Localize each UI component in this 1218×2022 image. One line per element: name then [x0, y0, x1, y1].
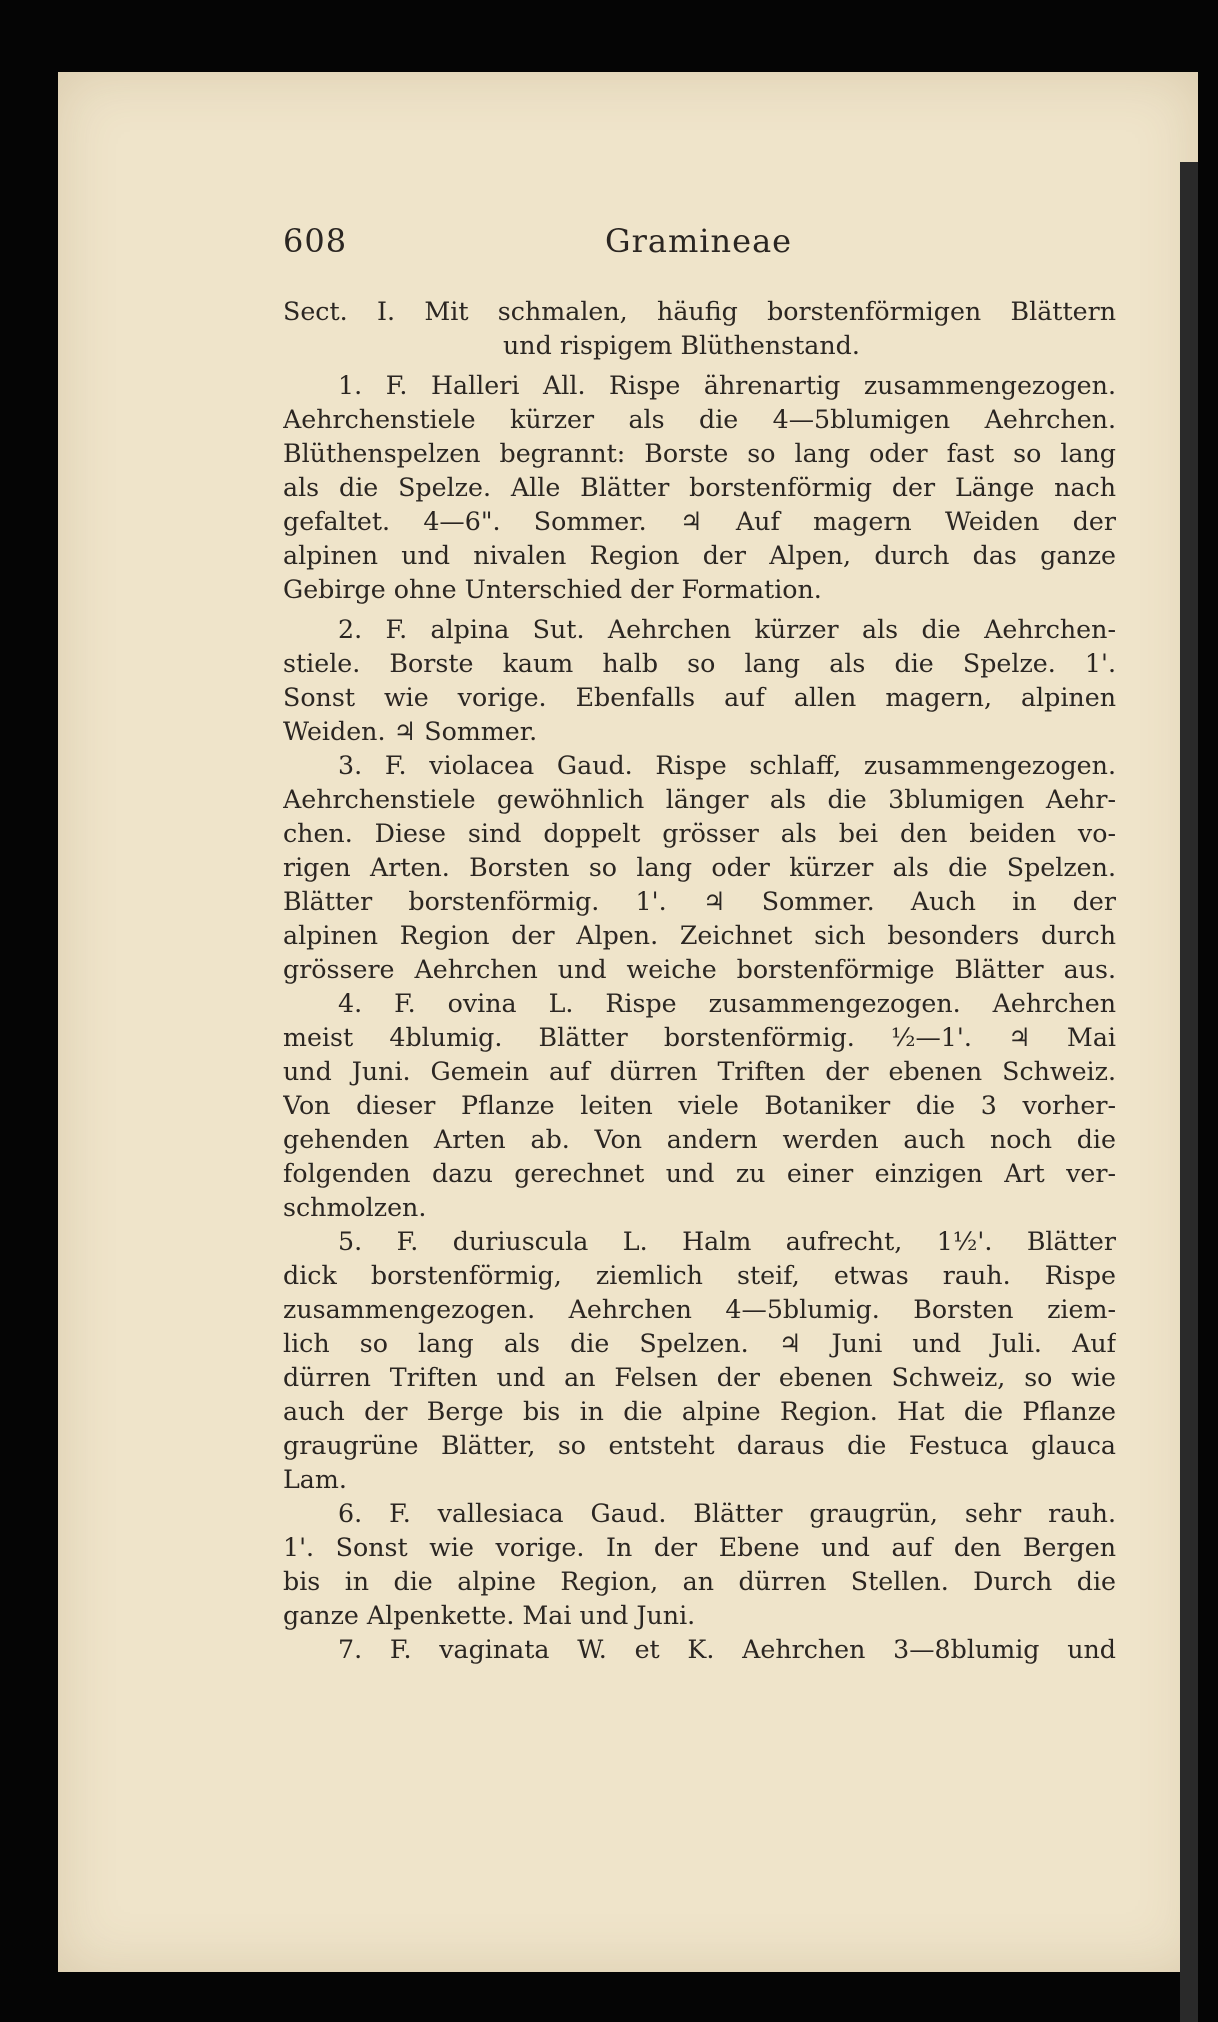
- text-line: Blätter borstenförmig. 1'. ♃ Sommer. Auch in der: [283, 887, 1116, 916]
- text-line: 6. F. vallesiaca Gaud. Blätter graugrün, sehr rauh.: [338, 1499, 1116, 1528]
- text-line: Blüthenspelzen begrannt: Borste so lang oder fast so lang: [283, 439, 1116, 468]
- text-line: folgenden dazu gerechnet und zu einer einzigen Art ver-: [283, 1159, 1116, 1188]
- text-line: 4. F. ovina L. Rispe zusammengezogen. Aehrchen: [338, 989, 1116, 1018]
- text-line: chen. Diese sind doppelt grösser als bei den beiden vo-: [283, 819, 1116, 848]
- text-line: stiele. Borste kaum halb so lang als die Spelze. 1'.: [283, 649, 1116, 678]
- text-line: Sonst wie vorige. Ebenfalls auf allen magern, alpinen: [283, 683, 1116, 712]
- text-line: alpinen und nivalen Region der Alpen, durch das ganze: [283, 541, 1116, 570]
- text-line: lich so lang als die Spelzen. ♃ Juni und Juli. Auf: [283, 1329, 1116, 1358]
- page-body: [283, 295, 1116, 1667]
- text-line: Von dieser Pflanze leiten viele Botaniker die 3 vorher-: [283, 1091, 1116, 1120]
- text-line: rigen Arten. Borsten so lang oder kürzer als die Spelzen.: [283, 853, 1116, 882]
- text-line: alpinen Region der Alpen. Zeichnet sich besonders durch: [283, 921, 1116, 950]
- text-line: grössere Aehrchen und weiche borstenförmige Blätter aus.: [283, 955, 1116, 984]
- running-title: Gramineae: [605, 222, 793, 260]
- text-line: und Juni. Gemein auf dürren Triften der ebenen Schweiz.: [283, 1057, 1116, 1086]
- text-line: ganze Alpenkette. Mai und Juni.: [283, 1601, 696, 1630]
- text-line: graugrüne Blätter, so entsteht daraus die Festuca glauca: [283, 1431, 1116, 1460]
- text-line: Lam.: [283, 1465, 347, 1494]
- text-line: als die Spelze. Alle Blätter borstenförmig der Länge nach: [283, 473, 1116, 502]
- text-line: meist 4blumig. Blätter borstenförmig. ½—1'. ♃ Mai: [283, 1023, 1116, 1052]
- text-line: zusammengezogen. Aehrchen 4—5blumig. Borsten ziem-: [283, 1295, 1116, 1324]
- page-number: 608: [283, 222, 348, 260]
- text-line: 2. F. alpina Sut. Aehrchen kürzer als die Aehrchen-: [338, 615, 1116, 644]
- text-line: bis in die alpine Region, an dürren Stellen. Durch die: [283, 1567, 1116, 1596]
- page-edge-shadow: [1180, 162, 1198, 2022]
- text-line: 5. F. duriuscula L. Halm aufrecht, 1½'. Blätter: [338, 1227, 1116, 1256]
- text-line: schmolzen.: [283, 1193, 427, 1222]
- text-line: 1'. Sonst wie vorige. In der Ebene und auf den Bergen: [283, 1533, 1116, 1562]
- text-line: Aehrchenstiele gewöhnlich länger als die 3blumigen Aehr-: [283, 785, 1116, 814]
- text-line: gehenden Arten ab. Von andern werden auch noch die: [283, 1125, 1116, 1154]
- text-line: Sect. I. Mit schmalen, häufig borstenförmigen Blättern: [283, 297, 1116, 326]
- text-line: dick borstenförmig, ziemlich steif, etwas rauh. Rispe: [283, 1261, 1116, 1290]
- text-line: 3. F. violacea Gaud. Rispe schlaff, zusammengezogen.: [338, 751, 1116, 780]
- text-line: auch der Berge bis in die alpine Region. Hat die Pflanze: [283, 1397, 1116, 1426]
- text-line: Gebirge ohne Unterschied der Formation.: [283, 575, 822, 604]
- text-line: 7. F. vaginata W. et K. Aehrchen 3—8blumig und: [338, 1635, 1116, 1664]
- text-line: und rispigem Blüthenstand.: [503, 331, 860, 360]
- text-line: Aehrchenstiele kürzer als die 4—5blumigen Aehrchen.: [283, 405, 1116, 434]
- text-line: dürren Triften und an Felsen der ebenen Schweiz, so wie: [283, 1363, 1116, 1392]
- text-line: Weiden. ♃ Sommer.: [283, 717, 538, 746]
- page-header: [283, 222, 1113, 262]
- text-line: gefaltet. 4—6". Sommer. ♃ Auf magern Weiden der: [283, 507, 1116, 536]
- text-line: 1. F. Halleri All. Rispe ährenartig zusammengezogen.: [338, 371, 1116, 400]
